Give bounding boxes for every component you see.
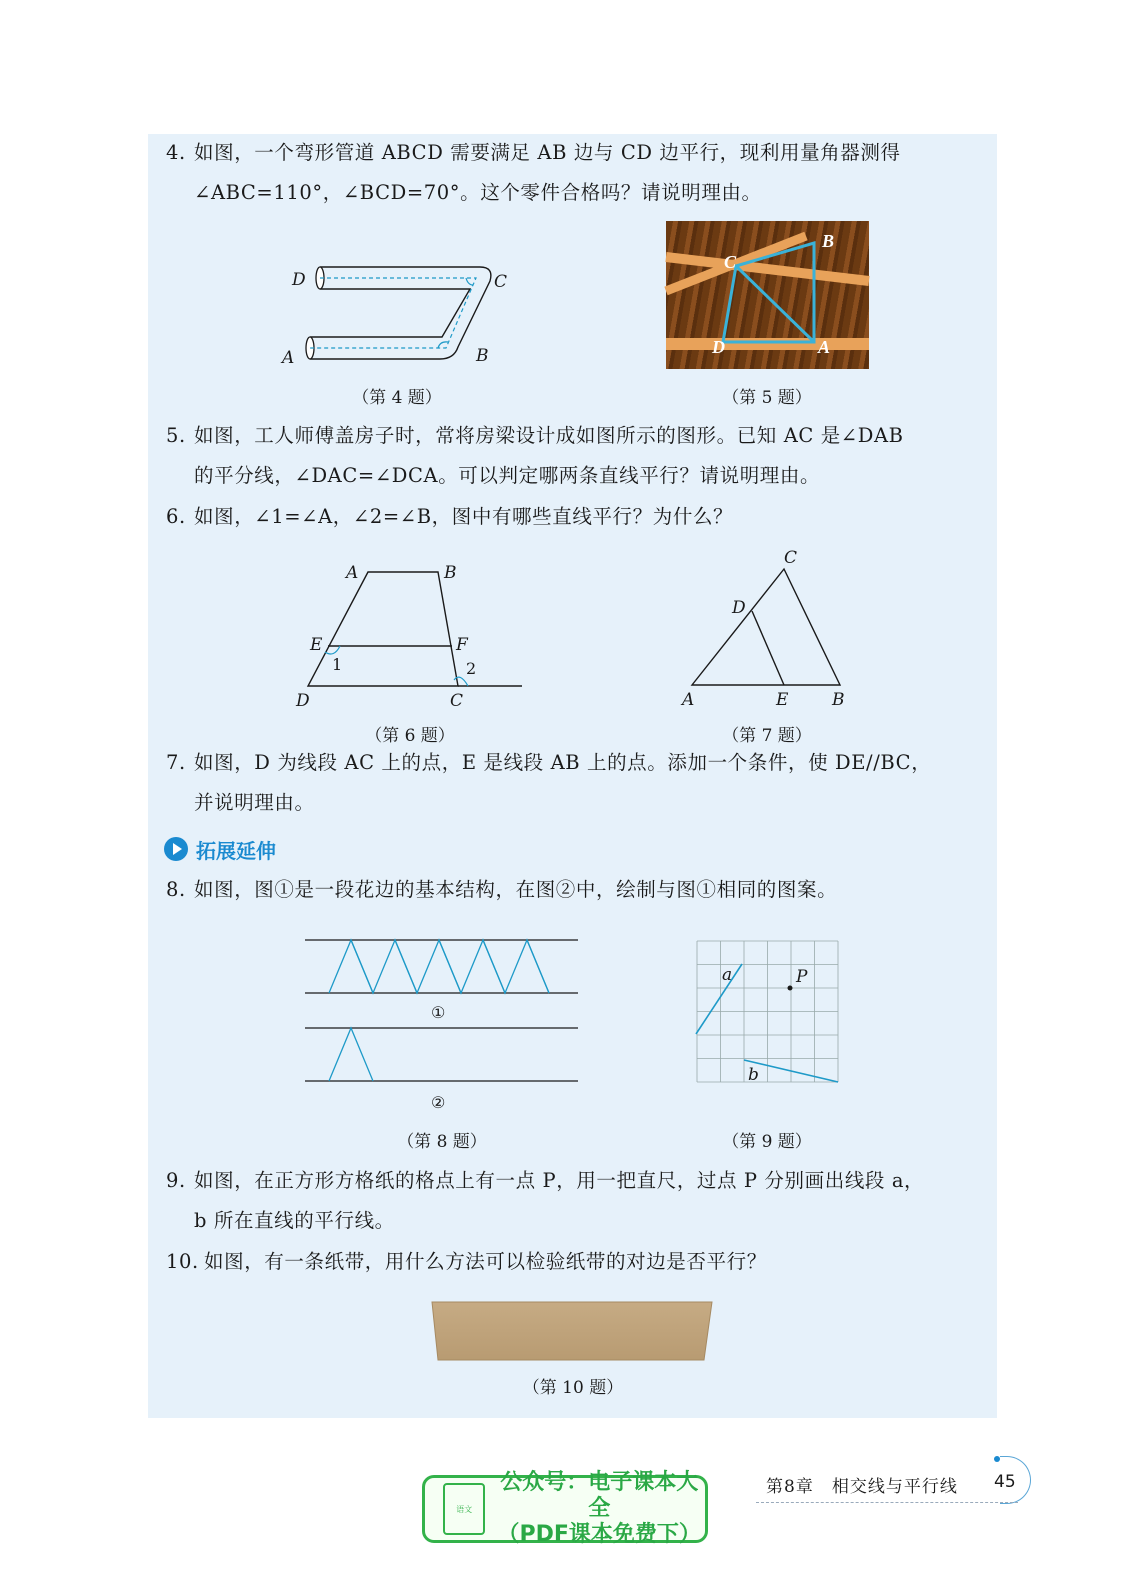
question-7 bbox=[166, 743, 986, 823]
figure-4-bent-pipe bbox=[280, 255, 520, 375]
angle-2-label: 2 bbox=[466, 659, 477, 678]
figure-9-grid-paper bbox=[696, 940, 841, 1085]
question-text: ∠ABC=110°，∠BCD=70°。这个零件合格吗？请说明理由。 bbox=[194, 181, 762, 204]
label-C: C bbox=[450, 691, 464, 711]
question-text: 如图，在正方形方格纸的格点上有一点 P，用一把直尺，过点 P 分别画出线段 a， bbox=[194, 1169, 925, 1192]
book-icon-text: 语文 bbox=[456, 1504, 473, 1514]
label-D: D bbox=[732, 598, 746, 618]
question-number: 9. bbox=[166, 1169, 186, 1192]
question-text: 如图，工人师傅盖房子时，常将房梁设计成如图所示的图形。已知 AC 是∠DAB bbox=[194, 424, 904, 447]
question-text: 如图，有一条纸带，用什么方法可以检验纸带的对边是否平行？ bbox=[204, 1250, 767, 1273]
figure-10-paper-strip bbox=[430, 1300, 715, 1364]
question-9 bbox=[166, 1161, 986, 1241]
label-B: B bbox=[832, 690, 845, 710]
question-5 bbox=[166, 416, 986, 496]
question-number: 4. bbox=[166, 141, 186, 164]
watermark-line1: 公众号：电子课本大全 bbox=[500, 1470, 699, 1521]
footer-divider bbox=[756, 1502, 1018, 1503]
caption-fig10: （第 10 题） bbox=[522, 1378, 624, 1398]
watermark-line2: （PDF课本免费下） bbox=[497, 1522, 701, 1547]
label-B: B bbox=[444, 563, 457, 583]
label-B: B bbox=[822, 231, 835, 251]
watermark-text bbox=[493, 1470, 705, 1548]
label-A: A bbox=[346, 563, 359, 583]
play-icon bbox=[164, 837, 188, 861]
caption-fig5: （第 5 题） bbox=[722, 388, 812, 408]
section-heading bbox=[164, 834, 276, 864]
label-E: E bbox=[776, 690, 789, 710]
caption-fig8: （第 8 题） bbox=[397, 1132, 487, 1152]
page-number: 45 bbox=[994, 1472, 1016, 1492]
figure-2-label: ② bbox=[431, 1093, 446, 1112]
label-A: A bbox=[282, 348, 295, 368]
label-D: D bbox=[292, 270, 306, 290]
label-C: C bbox=[784, 548, 798, 568]
figure-5-beam-overlay bbox=[666, 221, 869, 369]
chapter-title: 第8章 相交线与平行线 bbox=[766, 1477, 958, 1497]
figure-7-triangle bbox=[676, 545, 856, 710]
label-F: F bbox=[456, 635, 468, 655]
question-8 bbox=[166, 870, 986, 910]
caption-fig6: （第 6 题） bbox=[365, 726, 455, 746]
label-C: C bbox=[724, 252, 737, 272]
figure-6-trapezoid bbox=[290, 560, 530, 710]
label-a: a bbox=[722, 965, 733, 985]
question-number: 5. bbox=[166, 424, 186, 447]
section-title: 拓展延伸 bbox=[196, 838, 276, 863]
watermark-stamp bbox=[422, 1470, 708, 1547]
question-text: 如图，图①是一段花边的基本结构，在图②中，绘制与图①相同的图案。 bbox=[194, 878, 838, 901]
label-D: D bbox=[296, 691, 310, 711]
question-text: 如图，D 为线段 AC 上的点，E 是线段 AB 上的点。添加一个条件，使 DE//BC， bbox=[194, 751, 932, 774]
figure-8-border-pattern bbox=[305, 938, 580, 1118]
question-text: 并说明理由。 bbox=[194, 791, 315, 814]
question-number: 8. bbox=[166, 878, 186, 901]
question-text: 如图，一个弯形管道 ABCD 需要满足 AB 边与 CD 边平行，现利用量角器测得 bbox=[194, 141, 901, 164]
question-text: b 所在直线的平行线。 bbox=[194, 1209, 395, 1232]
label-A: A bbox=[818, 337, 831, 357]
angle-1-label: 1 bbox=[332, 655, 343, 674]
label-A: A bbox=[682, 690, 695, 710]
question-number: 10. bbox=[166, 1250, 199, 1273]
question-6 bbox=[166, 497, 986, 537]
question-4 bbox=[166, 133, 986, 213]
question-10 bbox=[166, 1242, 986, 1282]
caption-fig9: （第 9 题） bbox=[722, 1132, 812, 1152]
question-text: 的平分线，∠DAC=∠DCA。可以判定哪两条直线平行？请说明理由。 bbox=[194, 464, 821, 487]
label-D: D bbox=[712, 337, 725, 357]
label-P: P bbox=[796, 967, 808, 987]
label-E: E bbox=[310, 635, 323, 655]
caption-fig7: （第 7 题） bbox=[722, 726, 812, 746]
label-B: B bbox=[476, 346, 489, 366]
figure-1-label: ① bbox=[431, 1003, 446, 1022]
question-text: 如图，∠1=∠A，∠2=∠B，图中有哪些直线平行？为什么？ bbox=[194, 505, 734, 528]
question-number: 6. bbox=[166, 505, 186, 528]
question-number: 7. bbox=[166, 751, 186, 774]
label-b: b bbox=[748, 1065, 759, 1085]
book-icon bbox=[443, 1483, 485, 1535]
label-C: C bbox=[494, 272, 508, 292]
caption-fig4: （第 4 题） bbox=[352, 388, 442, 408]
